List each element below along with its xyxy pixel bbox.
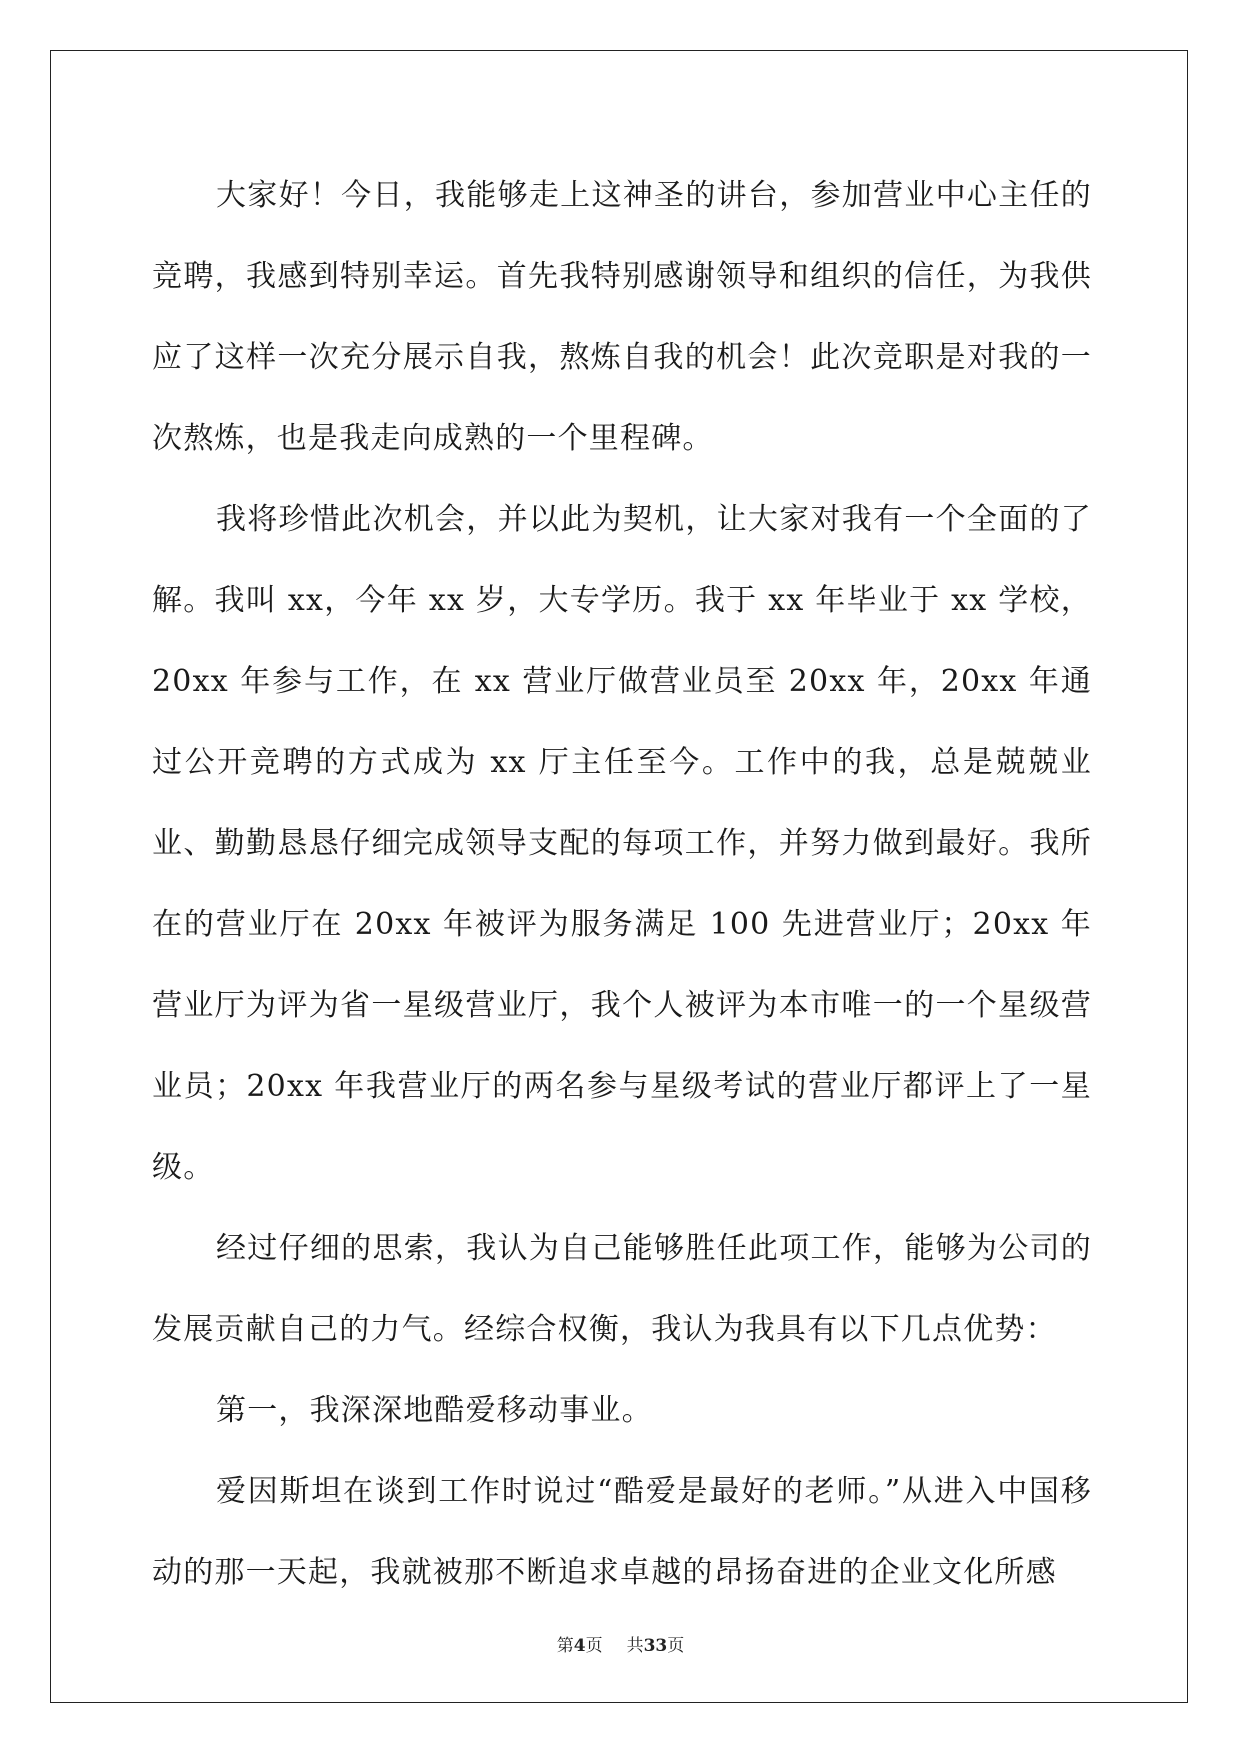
paragraph-greeting: 大家好！今日，我能够走上这神圣的讲台，参加营业中心主任的竞聘，我感到特别幸运。首先我特别感谢领导和组织的信任，为我供应了这样一次充分展示自我，熬炼自我的机会！此次竞职是对我的一次熬炼，也是我走向成熟的一个里程碑。 bbox=[152, 178, 1092, 456]
paragraph-advantages-intro: 经过仔细的思索，我认为自己能够胜任此项工作，能够为公司的发展贡献自己的力气。经综合权衡，我认为我具有以下几点优势： bbox=[152, 1231, 1092, 1347]
paragraph-first-point: 第一，我深深地酷爱移动事业。 bbox=[216, 1393, 653, 1428]
page-number: 4 bbox=[573, 1636, 586, 1656]
document-body bbox=[152, 155, 1092, 1613]
paragraph-einstein-quote: 爱因斯坦在谈到工作时说过“酷爱是最好的老师。”从进入中国移动的那一天起，我就被那不断追求卓越的昂扬奋进的企业文化所感 bbox=[152, 1474, 1092, 1590]
total-prefix: 共 bbox=[626, 1636, 644, 1656]
page-footer bbox=[0, 1634, 1241, 1658]
paragraph-self-introduction: 我将珍惜此次机会，并以此为契机，让大家对我有一个全面的了解。我叫 xx，今年 xx 岁，大专学历。我于 xx 年毕业于 xx 学校，20xx 年参与工作，在 xx 营业厅做营业员至 20xx 年，20xx 年通过公开竞聘的方式成为 xx 厅主任至今。工作中的我，总是兢兢业业、勤勤恳恳仔细完成领导支配的每项工作，并努力做到最好。我所在的营业厅在 20xx 年被评为服务满足 100 先进营业厅；20xx 年营业厅为评为省一星级营业厅，我个人被评为本市唯一的一个星级营业员；20xx 年我营业厅的两名参与星级考试的营业厅都评上了一星级。 bbox=[152, 502, 1092, 1185]
page-suffix: 页 bbox=[585, 1636, 603, 1656]
total-suffix: 页 bbox=[667, 1636, 685, 1656]
page-prefix: 第 bbox=[556, 1636, 574, 1656]
total-pages: 33 bbox=[643, 1636, 668, 1656]
